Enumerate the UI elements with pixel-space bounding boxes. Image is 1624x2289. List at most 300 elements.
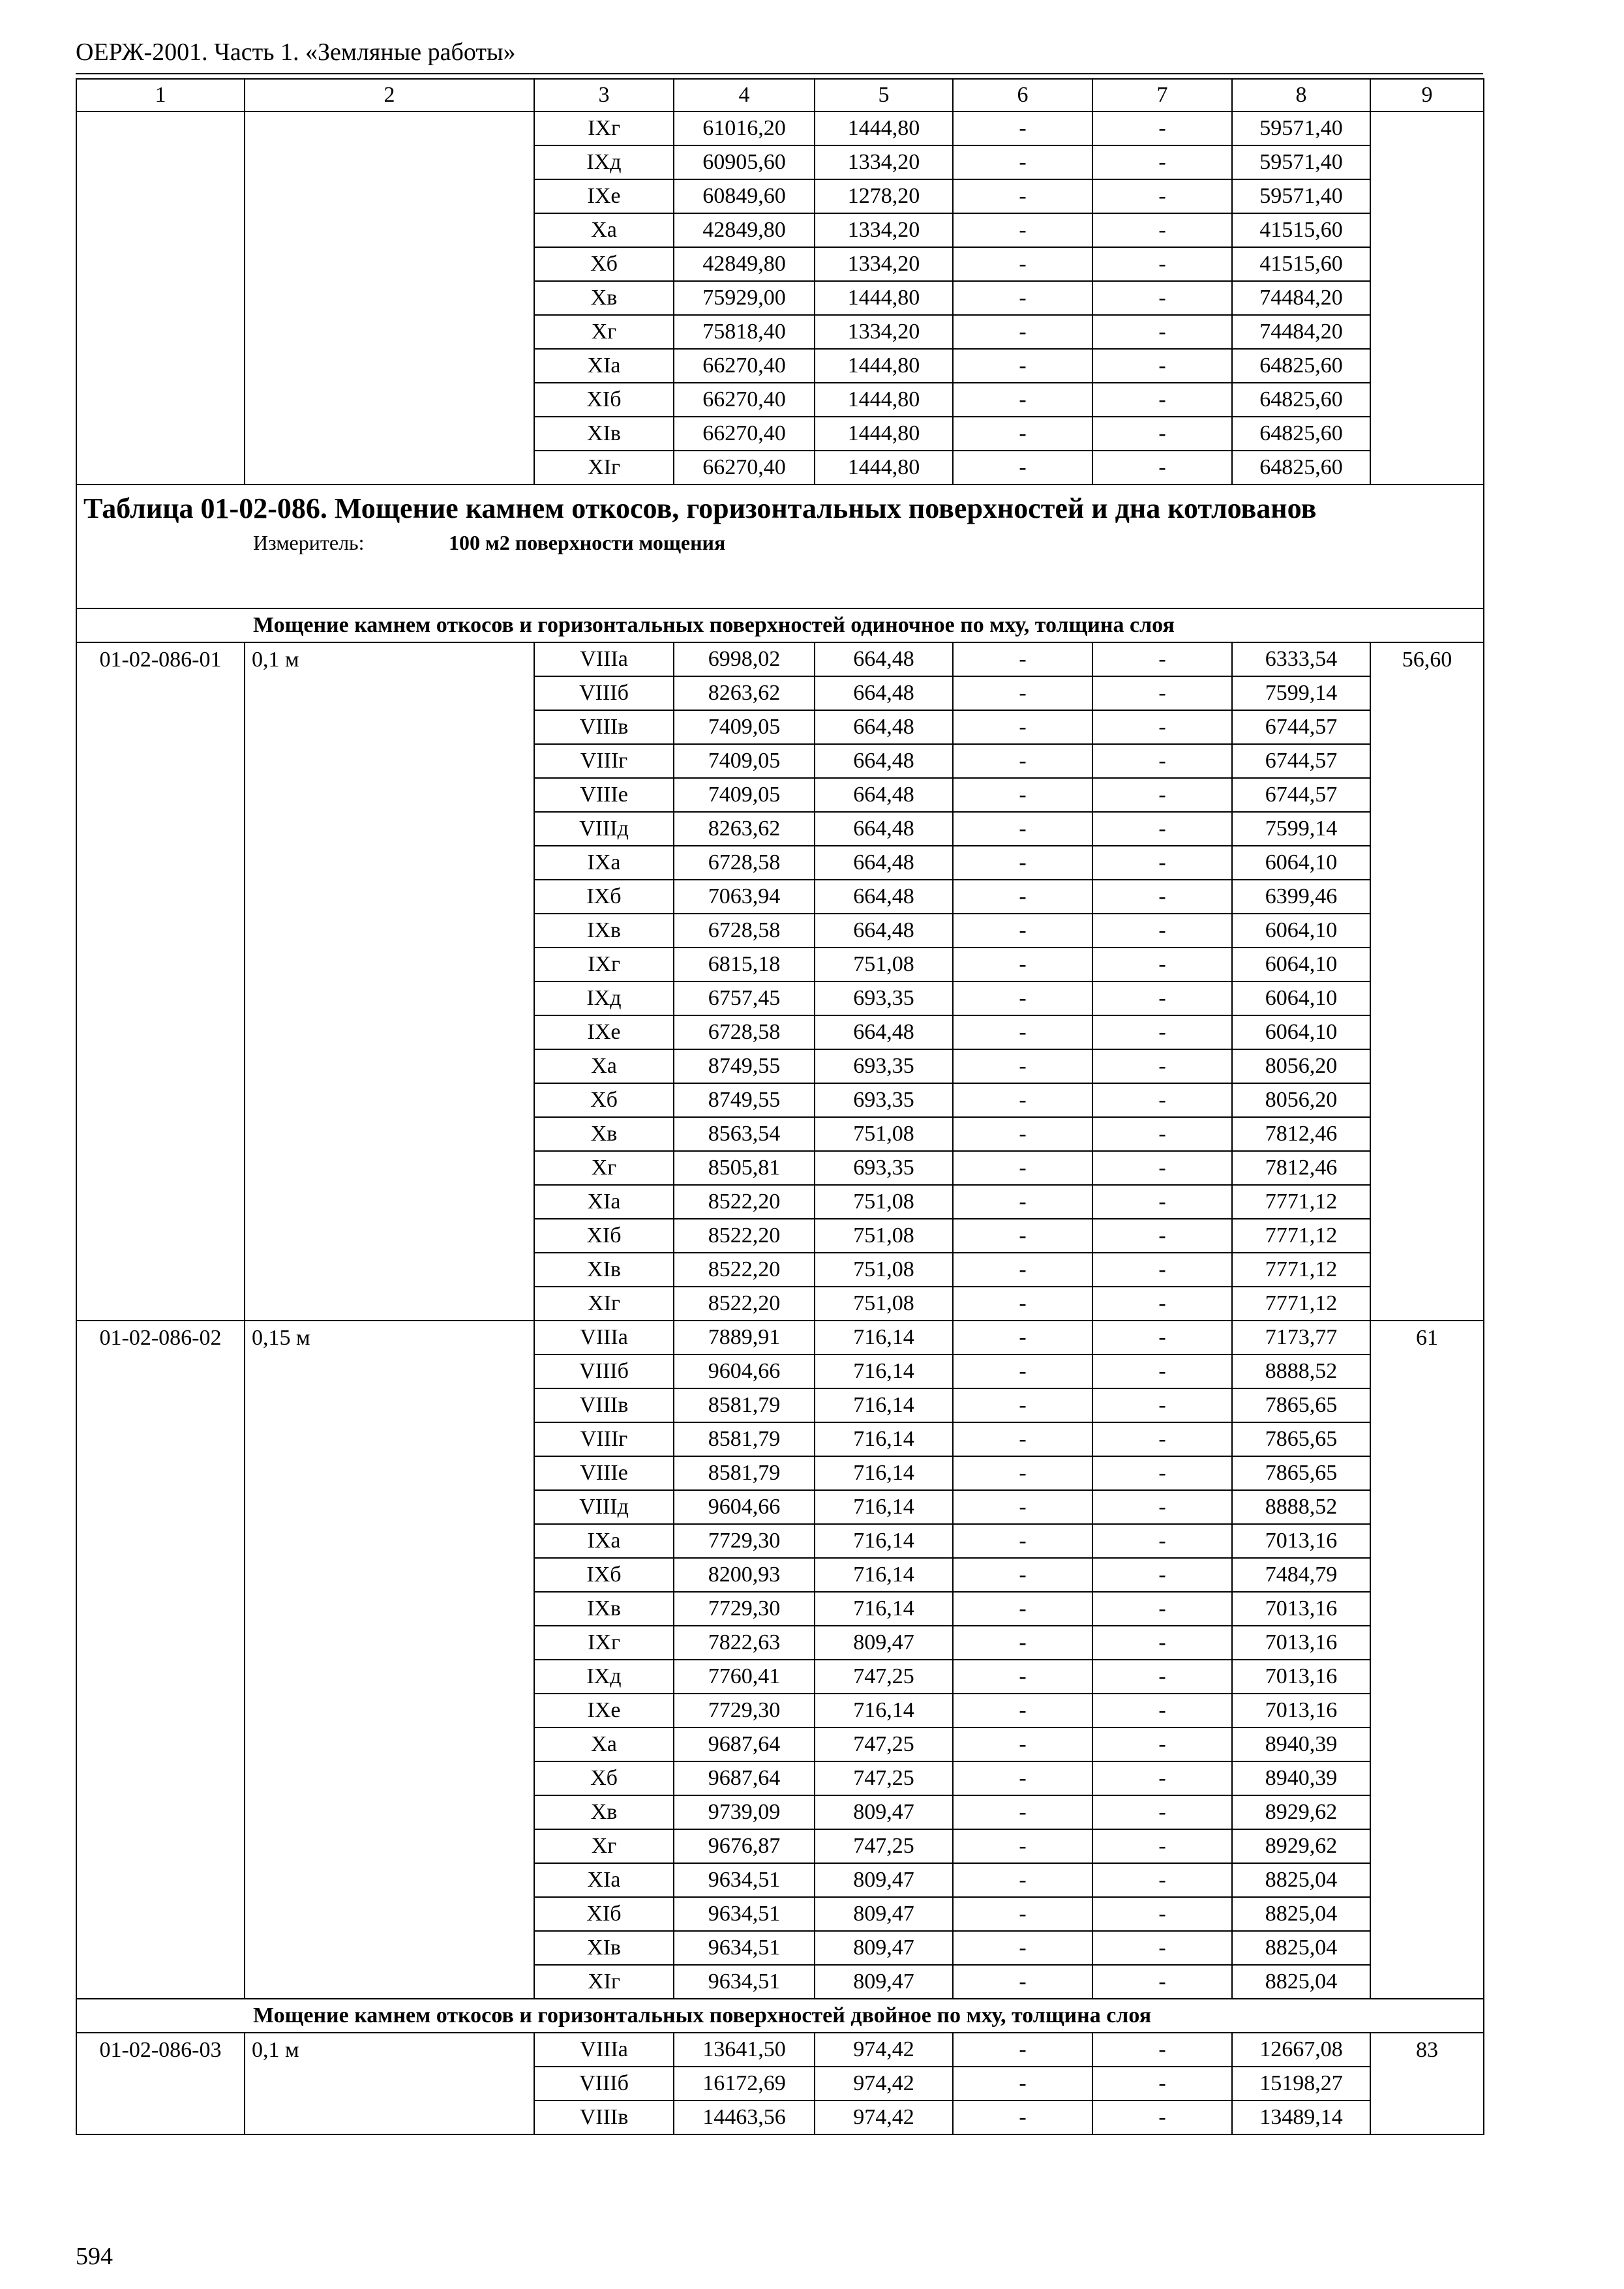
description-cell [245,1422,534,1456]
resource-class: XIб [534,1219,674,1253]
machine-cost: - [953,1897,1092,1931]
table-row [76,451,1484,485]
code-cell [76,1117,245,1151]
code-cell [76,1524,245,1558]
labor-cell [1370,179,1484,213]
resource-class: VIIIа [534,642,674,676]
operator-wage-cost: - [1092,383,1232,417]
code-cell [76,1422,245,1456]
operator-wage-cost: - [1092,1761,1232,1795]
resource-class: VIIIв [534,1388,674,1422]
operator-wage-cost: - [1092,846,1232,880]
materials-cost: 6399,46 [1232,880,1370,914]
table-row [76,1490,1484,1524]
wage-cost: 751,08 [815,1287,953,1321]
machine-cost: - [953,451,1092,485]
total-cost: 7409,05 [674,744,815,778]
code-cell [76,981,245,1015]
labor-cell [1370,1829,1484,1863]
code-cell [76,1015,245,1049]
machine-cost: - [953,1761,1092,1795]
total-cost: 66270,40 [674,451,815,485]
description-cell [245,451,534,485]
operator-wage-cost: - [1092,778,1232,812]
materials-cost: 7771,12 [1232,1219,1370,1253]
materials-cost: 64825,60 [1232,451,1370,485]
table-row [76,145,1484,179]
wage-cost: 664,48 [815,914,953,948]
total-cost: 9634,51 [674,1863,815,1897]
table-row [76,1287,1484,1321]
total-cost: 7409,05 [674,710,815,744]
operator-wage-cost: - [1092,1558,1232,1592]
table-row [76,1660,1484,1694]
wage-cost: 716,14 [815,1456,953,1490]
description-cell [245,247,534,281]
wage-cost: 751,08 [815,1253,953,1287]
materials-cost: 7599,14 [1232,812,1370,846]
table-row [76,349,1484,383]
labor-cell [1370,1151,1484,1185]
page-number: 594 [76,2243,113,2270]
machine-cost: - [953,349,1092,383]
code-cell [76,1049,245,1083]
table-row [76,1524,1484,1558]
total-cost: 9676,87 [674,1829,815,1863]
materials-cost: 59571,40 [1232,112,1370,145]
total-cost: 9739,09 [674,1795,815,1829]
wage-cost: 751,08 [815,1185,953,1219]
resource-class: IXд [534,981,674,1015]
wage-cost: 664,48 [815,1015,953,1049]
resource-class: XIб [534,383,674,417]
wage-cost: 974,42 [815,2067,953,2101]
machine-cost: - [953,1049,1092,1083]
resource-class: Xа [534,213,674,247]
code-cell [76,1456,245,1490]
materials-cost: 6744,57 [1232,744,1370,778]
code-cell [76,451,245,485]
machine-cost: - [953,1456,1092,1490]
total-cost: 61016,20 [674,112,815,145]
resource-class: IXв [534,1592,674,1626]
materials-cost: 6333,54 [1232,642,1370,676]
machine-cost: - [953,417,1092,451]
code-cell [76,1219,245,1253]
materials-cost: 64825,60 [1232,349,1370,383]
resource-class: XIв [534,1931,674,1965]
total-cost: 8522,20 [674,1287,815,1321]
resource-class: IXе [534,1694,674,1728]
operator-wage-cost: - [1092,1829,1232,1863]
labor-cell [1370,1660,1484,1694]
machine-cost: - [953,1253,1092,1287]
machine-cost: - [953,744,1092,778]
code-cell [76,112,245,145]
table-row [76,1388,1484,1422]
operator-wage-cost: - [1092,315,1232,349]
total-cost: 8581,79 [674,1422,815,1456]
wage-cost: 1334,20 [815,213,953,247]
operator-wage-cost: - [1092,1456,1232,1490]
total-cost: 7729,30 [674,1592,815,1626]
resource-class: XIа [534,1863,674,1897]
operator-wage-cost: - [1092,1049,1232,1083]
resource-class: XIа [534,349,674,383]
total-cost: 7729,30 [674,1694,815,1728]
total-cost: 6728,58 [674,914,815,948]
code-cell [76,213,245,247]
total-cost: 7822,63 [674,1626,815,1660]
description-cell [245,1287,534,1321]
operator-wage-cost: - [1092,1626,1232,1660]
labor-cell [1370,981,1484,1015]
labor-cell [1370,1761,1484,1795]
code-cell [76,1897,245,1931]
labor-cell: 56,60 [1370,642,1484,676]
wage-cost: 1444,80 [815,417,953,451]
code-cell [76,1694,245,1728]
resource-class: VIIIа [534,1321,674,1354]
materials-cost: 6064,10 [1232,846,1370,880]
materials-cost: 7865,65 [1232,1388,1370,1422]
code-cell: 01-02-086-01 [76,642,245,676]
operator-wage-cost: - [1092,451,1232,485]
code-cell [76,710,245,744]
description-cell [245,778,534,812]
wage-cost: 1444,80 [815,281,953,315]
resource-class: Xг [534,1151,674,1185]
wage-cost: 664,48 [815,744,953,778]
wage-cost: 1444,80 [815,383,953,417]
total-cost: 8581,79 [674,1456,815,1490]
wage-cost: 716,14 [815,1524,953,1558]
resource-class: IXг [534,112,674,145]
operator-wage-cost: - [1092,1287,1232,1321]
materials-cost: 8888,52 [1232,1490,1370,1524]
materials-cost: 7013,16 [1232,1626,1370,1660]
description-cell [245,1015,534,1049]
wage-cost: 716,14 [815,1694,953,1728]
machine-cost: - [953,778,1092,812]
machine-cost: - [953,676,1092,710]
resource-class: Xв [534,1117,674,1151]
description-cell [245,981,534,1015]
labor-cell [1370,112,1484,145]
labor-cell [1370,1965,1484,1999]
labor-cell [1370,676,1484,710]
machine-cost: - [953,812,1092,846]
wage-cost: 716,14 [815,1558,953,1592]
total-cost: 6728,58 [674,846,815,880]
wage-cost: 974,42 [815,2033,953,2067]
resource-class: IXг [534,948,674,981]
wage-cost: 693,35 [815,1083,953,1117]
section-heading: Мощение камнем откосов и горизонтальных поверхностей двойное по мху, толщина слоя [76,1999,1484,2033]
materials-cost: 13489,14 [1232,2101,1370,2134]
materials-cost: 7599,14 [1232,676,1370,710]
description-cell [245,1660,534,1694]
labor-cell [1370,1490,1484,1524]
table-row [76,1829,1484,1863]
wage-cost: 1444,80 [815,112,953,145]
code-cell [76,247,245,281]
code-cell [76,744,245,778]
labor-cell [1370,1524,1484,1558]
section-heading: Мощение камнем откосов и горизонтальных поверхностей одиночное по мху, толщина слоя [76,608,1484,642]
total-cost: 8581,79 [674,1388,815,1422]
materials-cost: 7865,65 [1232,1456,1370,1490]
machine-cost: - [953,1694,1092,1728]
machine-cost: - [953,1558,1092,1592]
resource-class: VIIIв [534,710,674,744]
resource-class: Xг [534,315,674,349]
operator-wage-cost: - [1092,179,1232,213]
total-cost: 42849,80 [674,247,815,281]
code-cell [76,1287,245,1321]
materials-cost: 8056,20 [1232,1049,1370,1083]
table-row [76,981,1484,1015]
materials-cost: 74484,20 [1232,281,1370,315]
machine-cost: - [953,1321,1092,1354]
section-heading-row [76,1999,1484,2033]
wage-cost: 716,14 [815,1321,953,1354]
resource-class: Xв [534,1795,674,1829]
total-cost: 66270,40 [674,383,815,417]
wage-cost: 751,08 [815,1117,953,1151]
description-cell [245,145,534,179]
resource-class: VIIIб [534,2067,674,2101]
header-rule [76,73,1483,74]
table-row [76,1965,1484,1999]
description-cell [245,1524,534,1558]
operator-wage-cost: - [1092,981,1232,1015]
labor-cell [1370,1931,1484,1965]
table-row [76,1321,1484,1354]
machine-cost: - [953,914,1092,948]
code-cell [76,676,245,710]
total-cost: 8200,93 [674,1558,815,1592]
operator-wage-cost: - [1092,1151,1232,1185]
machine-cost: - [953,846,1092,880]
labor-cell [1370,1185,1484,1219]
code-cell [76,1931,245,1965]
labor-cell [1370,451,1484,485]
description-cell [245,1185,534,1219]
description-cell [245,1829,534,1863]
operator-wage-cost: - [1092,1931,1232,1965]
materials-cost: 7865,65 [1232,1422,1370,1456]
table-row [76,1558,1484,1592]
total-cost: 6757,45 [674,981,815,1015]
labor-cell [1370,2101,1484,2134]
description-cell [245,1253,534,1287]
resource-class: VIIIб [534,676,674,710]
table-row [76,112,1484,145]
machine-cost: - [953,1863,1092,1897]
code-cell [76,1829,245,1863]
operator-wage-cost: - [1092,281,1232,315]
table-row [76,281,1484,315]
materials-cost: 15198,27 [1232,2067,1370,2101]
total-cost: 9604,66 [674,1490,815,1524]
table-row [76,2101,1484,2134]
machine-cost: - [953,1592,1092,1626]
column-number: 1 [76,79,245,112]
machine-cost: - [953,213,1092,247]
description-cell [245,349,534,383]
materials-cost: 6744,57 [1232,710,1370,744]
labor-cell [1370,1354,1484,1388]
rates-table [76,78,1484,2135]
table-row [76,213,1484,247]
column-number: 7 [1092,79,1232,112]
description-cell [245,1592,534,1626]
table-row [76,1795,1484,1829]
total-cost: 60905,60 [674,145,815,179]
materials-cost: 59571,40 [1232,145,1370,179]
table-title: Таблица 01-02-086. Мощение камнем откосов, горизонтальных поверхностей и дна котлованов [83,492,1317,524]
labor-cell [1370,349,1484,383]
labor-cell [1370,1863,1484,1897]
description-cell [245,1490,534,1524]
operator-wage-cost: - [1092,145,1232,179]
total-cost: 66270,40 [674,417,815,451]
operator-wage-cost: - [1092,1388,1232,1422]
wage-cost: 693,35 [815,1049,953,1083]
wage-cost: 716,14 [815,1592,953,1626]
table-row [76,744,1484,778]
labor-cell [1370,417,1484,451]
labor-cell [1370,1626,1484,1660]
materials-cost: 8940,39 [1232,1728,1370,1761]
description-cell [245,948,534,981]
resource-class: IXв [534,914,674,948]
wage-cost: 664,48 [815,642,953,676]
wage-cost: 747,25 [815,1728,953,1761]
resource-class: IXа [534,846,674,880]
resource-class: Xв [534,281,674,315]
resource-class: VIIIг [534,744,674,778]
description-cell [245,1931,534,1965]
operator-wage-cost: - [1092,1660,1232,1694]
resource-class: XIг [534,451,674,485]
description-cell [245,1388,534,1422]
table-row [76,1049,1484,1083]
description-cell [245,812,534,846]
materials-cost: 7484,79 [1232,1558,1370,1592]
resource-class: Xа [534,1049,674,1083]
materials-cost: 64825,60 [1232,417,1370,451]
code-cell [76,1558,245,1592]
total-cost: 75929,00 [674,281,815,315]
description-cell [245,1456,534,1490]
machine-cost: - [953,1388,1092,1422]
operator-wage-cost: - [1092,1897,1232,1931]
table-row [76,642,1484,676]
code-cell [76,914,245,948]
resource-class: IXа [534,1524,674,1558]
labor-cell [1370,914,1484,948]
machine-cost: - [953,1219,1092,1253]
materials-cost: 6064,10 [1232,1015,1370,1049]
resource-class: Xб [534,1083,674,1117]
description-cell [245,744,534,778]
materials-cost: 6064,10 [1232,914,1370,948]
machine-cost: - [953,2067,1092,2101]
description-cell: 0,1 м [245,2033,534,2067]
labor-cell [1370,2067,1484,2101]
table-row [76,1761,1484,1795]
column-number: 6 [953,79,1092,112]
wage-cost: 716,14 [815,1354,953,1388]
resource-class: IXд [534,145,674,179]
description-cell [245,1761,534,1795]
wage-cost: 1334,20 [815,315,953,349]
resource-class: XIг [534,1965,674,1999]
labor-cell [1370,846,1484,880]
labor-cell [1370,315,1484,349]
operator-wage-cost: - [1092,880,1232,914]
labor-cell [1370,1083,1484,1117]
table-row [76,710,1484,744]
materials-cost: 7013,16 [1232,1592,1370,1626]
resource-class: VIIIд [534,812,674,846]
code-cell [76,315,245,349]
operator-wage-cost: - [1092,1592,1232,1626]
total-cost: 7760,41 [674,1660,815,1694]
wage-cost: 747,25 [815,1761,953,1795]
total-cost: 9687,64 [674,1761,815,1795]
code-cell [76,1592,245,1626]
machine-cost: - [953,315,1092,349]
labor-cell [1370,778,1484,812]
materials-cost: 8056,20 [1232,1083,1370,1117]
operator-wage-cost: - [1092,112,1232,145]
machine-cost: - [953,1422,1092,1456]
labor-cell: 61 [1370,1321,1484,1354]
unit-line [83,528,1477,557]
section-heading-row [76,608,1484,642]
labor-cell [1370,213,1484,247]
labor-cell [1370,281,1484,315]
materials-cost: 8825,04 [1232,1931,1370,1965]
materials-cost: 6744,57 [1232,778,1370,812]
machine-cost: - [953,1795,1092,1829]
wage-cost: 809,47 [815,1795,953,1829]
machine-cost: - [953,1117,1092,1151]
resource-class: VIIIб [534,1354,674,1388]
materials-cost: 6064,10 [1232,981,1370,1015]
code-cell [76,2101,245,2134]
table-row [76,1694,1484,1728]
description-cell: 0,1 м [245,642,534,676]
machine-cost: - [953,1965,1092,1999]
resource-class: Xб [534,247,674,281]
machine-cost: - [953,1660,1092,1694]
machine-cost: - [953,1626,1092,1660]
code-cell [76,1253,245,1287]
machine-cost: - [953,1524,1092,1558]
wage-cost: 809,47 [815,1897,953,1931]
resource-class: XIв [534,1253,674,1287]
wage-cost: 1444,80 [815,349,953,383]
code-cell: 01-02-086-02 [76,1321,245,1354]
operator-wage-cost: - [1092,1117,1232,1151]
description-cell [245,846,534,880]
description-cell [245,1728,534,1761]
description-cell [245,281,534,315]
